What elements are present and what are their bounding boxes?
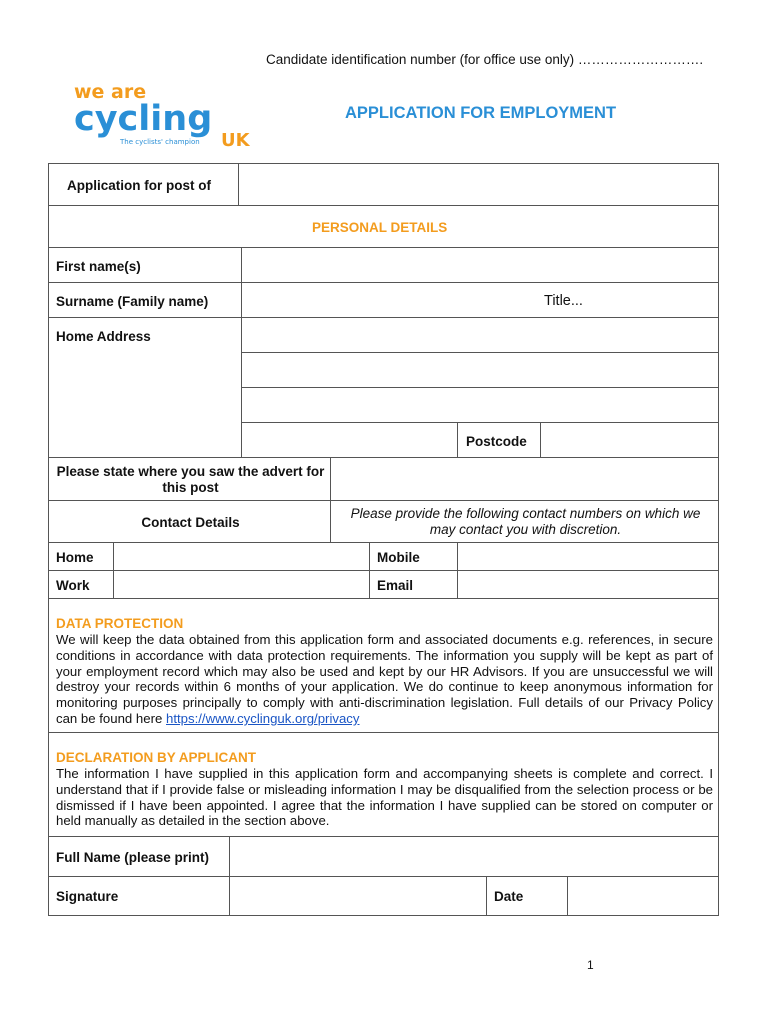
privacy-policy-link[interactable]: https://www.cyclinguk.org/privacy bbox=[166, 710, 360, 726]
address-label: Home Address bbox=[56, 329, 151, 344]
personal-details-heading: PERSONAL DETAILS bbox=[312, 220, 448, 235]
surname-label: Surname (Family name) bbox=[56, 294, 209, 309]
advert-label: Please state where you saw the advert for this post bbox=[56, 464, 325, 495]
email-label: Email bbox=[377, 578, 414, 593]
work-label: Work bbox=[56, 578, 90, 593]
logo-line2: cycling bbox=[74, 99, 213, 139]
postcode-label-cell bbox=[457, 422, 541, 458]
page-number: 1 bbox=[587, 958, 594, 972]
home-label-cell bbox=[48, 542, 114, 571]
work-phone-input[interactable] bbox=[113, 570, 370, 599]
first-name-label-cell bbox=[48, 247, 242, 283]
first-name-label: First name(s) bbox=[56, 259, 141, 274]
contact-label-cell bbox=[48, 500, 331, 543]
logo-tagline: The cyclists' champion bbox=[120, 138, 200, 146]
mobile-label: Mobile bbox=[377, 550, 420, 565]
address-line-4-input[interactable] bbox=[241, 422, 458, 458]
title-placeholder[interactable]: Title... bbox=[544, 293, 583, 309]
post-label-cell bbox=[48, 163, 239, 206]
logo-line1: we are bbox=[74, 82, 147, 103]
address-line-3-input[interactable] bbox=[241, 387, 719, 423]
declaration-heading: DECLARATION BY APPLICANT bbox=[56, 750, 257, 765]
full-name-input[interactable] bbox=[229, 836, 719, 877]
date-label: Date bbox=[494, 889, 524, 904]
full-name-label: Full Name (please print) bbox=[56, 850, 210, 865]
home-label: Home bbox=[56, 550, 94, 565]
contact-label: Contact Details bbox=[141, 515, 240, 530]
page-title: APPLICATION FOR EMPLOYMENT bbox=[345, 104, 617, 122]
address-label-cell bbox=[48, 317, 242, 458]
personal-details-header bbox=[48, 205, 719, 248]
contact-note-cell bbox=[330, 500, 719, 543]
signature-input[interactable] bbox=[229, 876, 487, 916]
address-line-1-input[interactable] bbox=[241, 317, 719, 353]
full-name-label-cell bbox=[48, 836, 230, 877]
date-input[interactable] bbox=[567, 876, 719, 916]
advert-input[interactable] bbox=[330, 457, 719, 501]
surname-label-cell bbox=[48, 282, 242, 318]
declaration-text: The information I have supplied in this application form and accompanying sheets is complete and correct. I understand that if I provide false or misleading information I may be disqualified from the selection process or be dismissed if I have been appointed. I agree that the information I have supplied can be stored on computer or held manually as detailed in the section above. bbox=[56, 766, 713, 829]
address-line-2-input[interactable] bbox=[241, 352, 719, 388]
postcode-input[interactable] bbox=[540, 422, 719, 458]
mobile-label-cell bbox=[369, 542, 458, 571]
date-label-cell bbox=[486, 876, 568, 916]
declaration-section bbox=[48, 732, 719, 837]
data-protection-section bbox=[48, 598, 719, 733]
cycling-uk-logo bbox=[74, 82, 252, 148]
post-input[interactable] bbox=[238, 163, 719, 206]
mobile-phone-input[interactable] bbox=[457, 542, 719, 571]
data-protection-heading: DATA PROTECTION bbox=[56, 616, 184, 631]
first-name-input[interactable] bbox=[241, 247, 719, 283]
signature-label-cell bbox=[48, 876, 230, 916]
postcode-label: Postcode bbox=[466, 434, 527, 449]
work-label-cell bbox=[48, 570, 114, 599]
data-protection-text: We will keep the data obtained from this application form and associated documents e.g. references, in secure conditions in accordance with data protection requirements. The information you supply will be kept as part of your employment record which may also be used and kept by our HR Advisors. If you are unsuccessful we will destroy your records within 6 months of your application. We do continue to keep anonymous information for monitoring purposes principally to comply with anti-discrimination legislation. Full details of our Privacy Policy can be found here https://www.cyclinguk.org/privacy bbox=[56, 632, 713, 726]
contact-note: Please provide the following contact numbers on which we may contact you with discretion. bbox=[350, 506, 701, 537]
logo-uk: UK bbox=[221, 130, 250, 148]
email-input[interactable] bbox=[457, 570, 719, 599]
email-label-cell bbox=[369, 570, 458, 599]
advert-label-cell bbox=[48, 457, 331, 501]
home-phone-input[interactable] bbox=[113, 542, 370, 571]
candidate-id-text: Candidate identification number (for office use only) ………………………. bbox=[266, 52, 704, 67]
surname-input[interactable] bbox=[241, 282, 719, 318]
signature-label: Signature bbox=[56, 889, 119, 904]
post-label: Application for post of bbox=[67, 178, 211, 193]
